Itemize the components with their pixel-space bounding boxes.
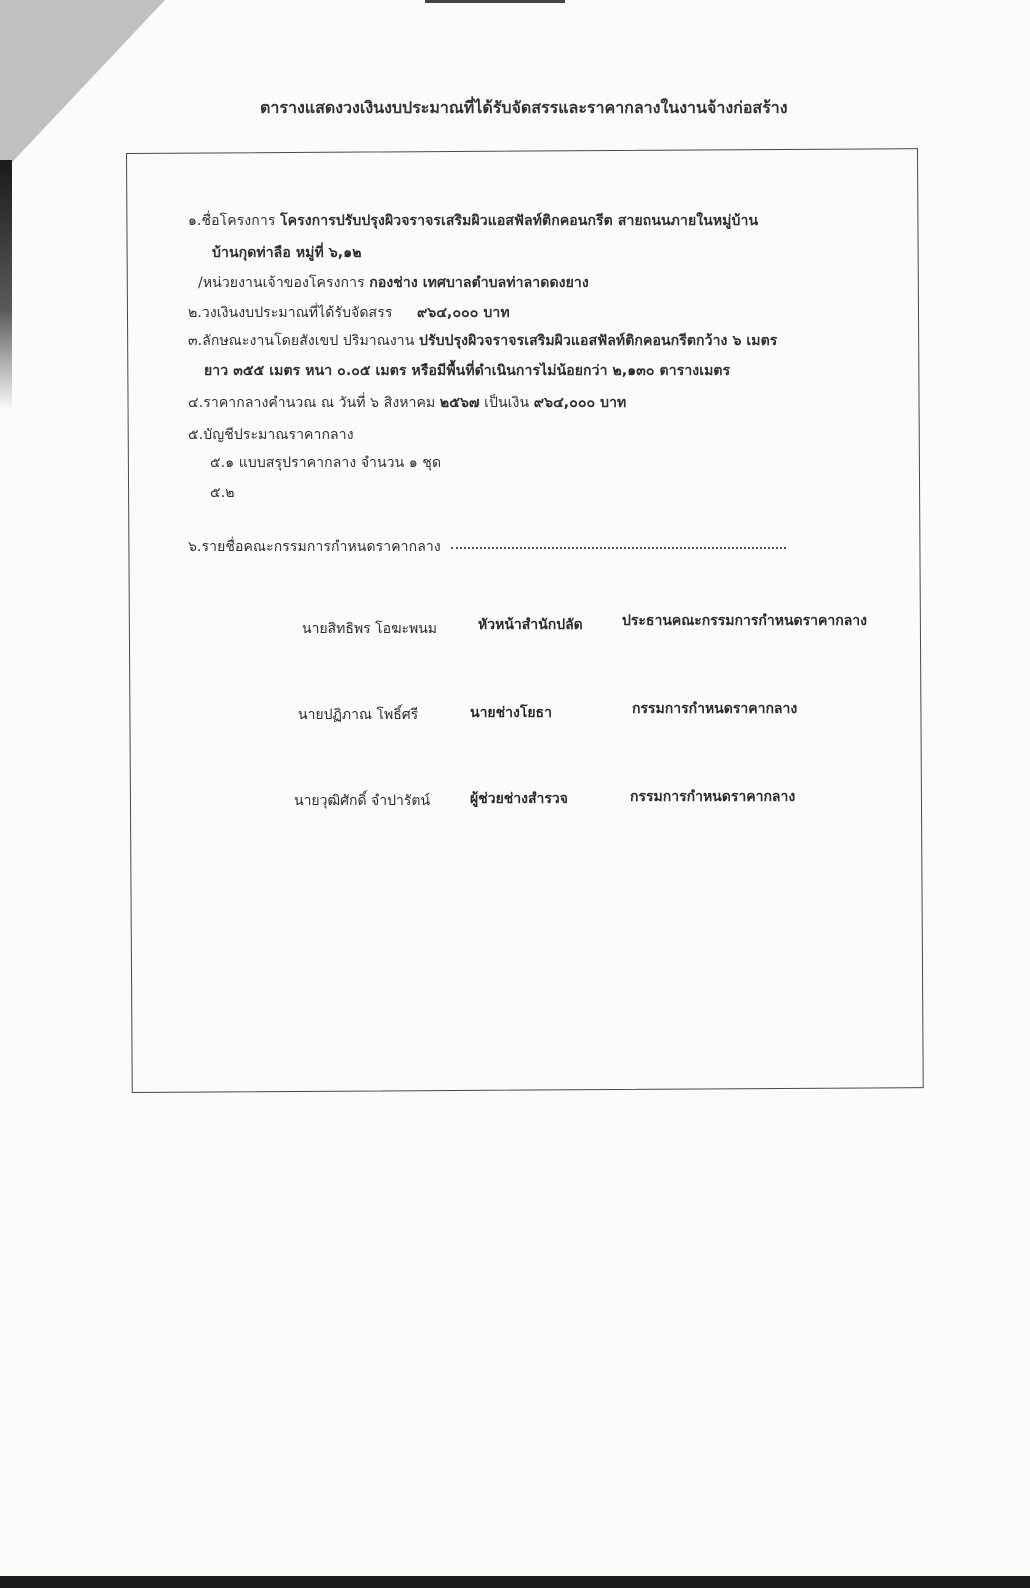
committee-member-role: กรรมการกำหนดราคากลาง <box>632 701 798 717</box>
project-line <box>188 210 758 232</box>
bq-item-1: ๕.๑ แบบสรุปราคากลาง จำนวน ๑ ชุด <box>210 455 442 471</box>
committee-member-position: นายช่างโยธา <box>470 705 552 721</box>
committee-member-position: หัวหน้าสำนักปลัด <box>478 617 583 633</box>
description-text-2: ยาว ๓๕๕ เมตร หนา ๐.๐๕ เมตร หรือมีพื้นที่ดำเนินการไม่น้อยกว่า ๒,๑๓๐ ตารางเมตร <box>204 363 731 379</box>
reference-price-label: ๔.ราคากลางคำนวณ ณ วันที่ ๖ สิงหาคม <box>188 395 436 411</box>
scan-bottom-edge <box>0 1576 1030 1588</box>
bq-item-2: ๕.๒ <box>210 485 235 501</box>
bq-label: ๕.บัญชีประมาณราคากลาง <box>188 427 354 443</box>
reference-price-amount-label: เป็นเงิน <box>484 395 530 411</box>
budget-value: ๙๖๔,๐๐๐ บาท <box>417 305 510 321</box>
committee-label: ๖.รายชื่อคณะกรรมการกำหนดราคากลาง <box>188 539 441 555</box>
committee-member-name: นายวุฒิศักดิ์ จำปารัตน์ <box>294 793 431 809</box>
owner-line <box>198 272 589 294</box>
dotted-line <box>451 546 786 549</box>
scan-top-edge <box>425 0 565 3</box>
scan-corner-shadow <box>0 0 165 175</box>
project-location: บ้านกุดท่าลือ หมู่ที่ ๖,๑๒ <box>212 245 362 261</box>
budget-line <box>188 302 510 324</box>
description-label: ๓.ลักษณะงานโดยสังเขป ปริมาณงาน <box>188 333 415 349</box>
committee-line <box>188 536 786 558</box>
project-label: ๑.ชื่อโครงการ <box>188 213 276 229</box>
description-line-1 <box>188 330 777 352</box>
committee-member-role: ประธานคณะกรรมการกำหนดราคากลาง <box>622 613 867 629</box>
committee-member-name: นายปฏิภาณ โพธิ์ศรี <box>298 707 419 723</box>
reference-price-amount: ๙๖๔,๐๐๐ บาท <box>533 395 627 411</box>
owner-label: /หน่วยงานเจ้าของโครงการ <box>198 275 365 291</box>
owner-value: กองช่าง เทศบาลตำบลท่าลาดดงยาง <box>369 275 589 291</box>
scan-edge-shadow <box>0 160 12 410</box>
committee-member-name: นายสิทธิพร โอฆะพนม <box>302 621 438 637</box>
committee-member-role: กรรมการกำหนดราคากลาง <box>630 789 796 805</box>
document-title: ตารางแสดงวงเงินงบประมาณที่ได้รับจัดสรรและราคากลางในงานจ้างก่อสร้าง <box>260 98 788 117</box>
reference-price-line <box>188 392 626 414</box>
reference-price-year: ๒๕๖๗ <box>439 395 480 411</box>
committee-member-position: ผู้ช่วยช่างสำรวจ <box>470 791 568 807</box>
budget-label: ๒.วงเงินงบประมาณที่ได้รับจัดสรร <box>188 305 393 321</box>
description-text-1: ปรับปรุงผิวจราจรเสริมผิวแอสฟัลท์ติกคอนกรีตกว้าง ๖ เมตร <box>418 333 778 349</box>
project-name: โครงการปรับปรุงผิวจราจรเสริมผิวแอสฟัลท์ติกคอนกรีต สายถนนภายในหมู่บ้าน <box>280 213 759 229</box>
